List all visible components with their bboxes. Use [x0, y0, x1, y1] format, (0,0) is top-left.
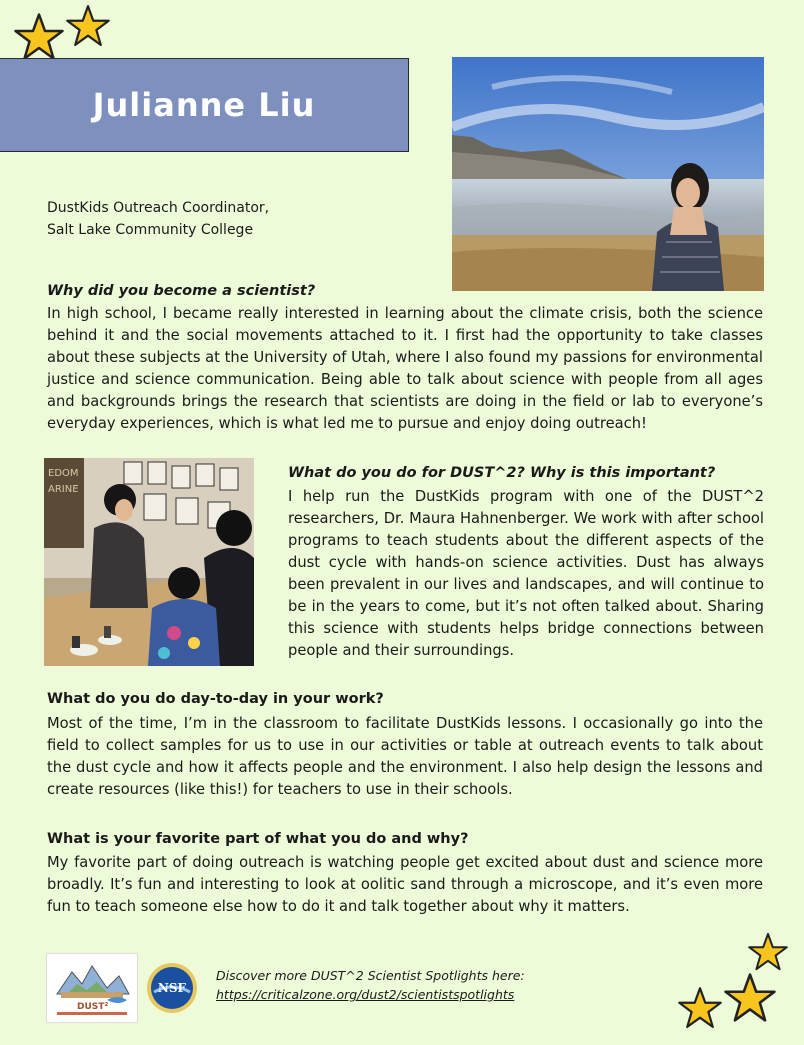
answer-paragraph: Most of the time, I’m in the classroom to facilitate DustKids lessons. I occasionally go into the field to collect samples for us to use in our activities or table at outreach events to talk about the dust cycle and how it affects people and the environment. I also help design the lessons and create resources (like this!) for teachers to use in their schools.	[47, 715, 763, 798]
question-heading: Why did you become a scientist?	[47, 283, 316, 299]
star-icon	[14, 12, 64, 62]
spotlights-link[interactable]: https://criticalzone.org/dust2/scientistspotlights	[216, 987, 515, 1002]
question-heading: What do you do for DUST^2? Why is this important?	[288, 465, 716, 481]
answer-paragraph: I help run the DustKids program with one of the DUST^2 researchers, Dr. Maura Hahnenberger. We work with after school programs to teach students about the different aspects of the dust cycle with hands-on science activities. Dust has always been prevalent in our lives and landscapes, and will continue to be in the years to come, but it’s not often talked about. Sharing this science with students helps bridge connections between people and their surroundings.	[288, 488, 764, 659]
role-title: DustKids Outreach Coordinator,	[47, 200, 270, 216]
star-icon	[748, 932, 788, 972]
nsf-logo	[146, 962, 198, 1014]
svg-text:ARINE: ARINE	[48, 484, 79, 495]
question-heading: What do you do day-to-day in your work?	[47, 691, 384, 707]
logo-text: DUST²	[77, 1002, 109, 1012]
portrait-photo	[452, 57, 764, 291]
star-icon	[678, 986, 722, 1030]
page-title: Julianne Liu	[92, 86, 316, 124]
footer-note	[216, 966, 525, 1004]
footer-line: Discover more DUST^2 Scientist Spotlights here:	[216, 968, 525, 983]
star-icon	[66, 4, 110, 48]
role-description	[47, 197, 269, 241]
classroom-photo	[44, 458, 254, 666]
dust2-logo	[46, 953, 138, 1023]
role-affiliation: Salt Lake Community College	[47, 222, 254, 238]
star-icon	[724, 972, 776, 1024]
svg-text:EDOM: EDOM	[48, 468, 79, 479]
answer-paragraph: My favorite part of doing outreach is watching people get excited about dust and science more broadly. It’s fun and interesting to look at oolitic sand through a microscope, and it’s even more fun to teach someone else how to do it and talk together about why it matters.	[47, 854, 763, 915]
question-heading: What is your favorite part of what you do and why?	[47, 831, 469, 847]
answer-paragraph: In high school, I became really interested in learning about the climate crisis, both the science behind it and the social movements attached to it. I first had the opportunity to take classes about these subjects at the University of Utah, where I also found my passions for environmental justice and science communication. Being able to talk about science with people from all ages and backgrounds brings the research that scientists are doing in the field or lab to everyone’s everyday experiences, which is what led me to pursue and enjoy doing outreach!	[47, 305, 763, 432]
name-banner	[0, 58, 409, 152]
logo-text: NSF	[157, 981, 187, 995]
